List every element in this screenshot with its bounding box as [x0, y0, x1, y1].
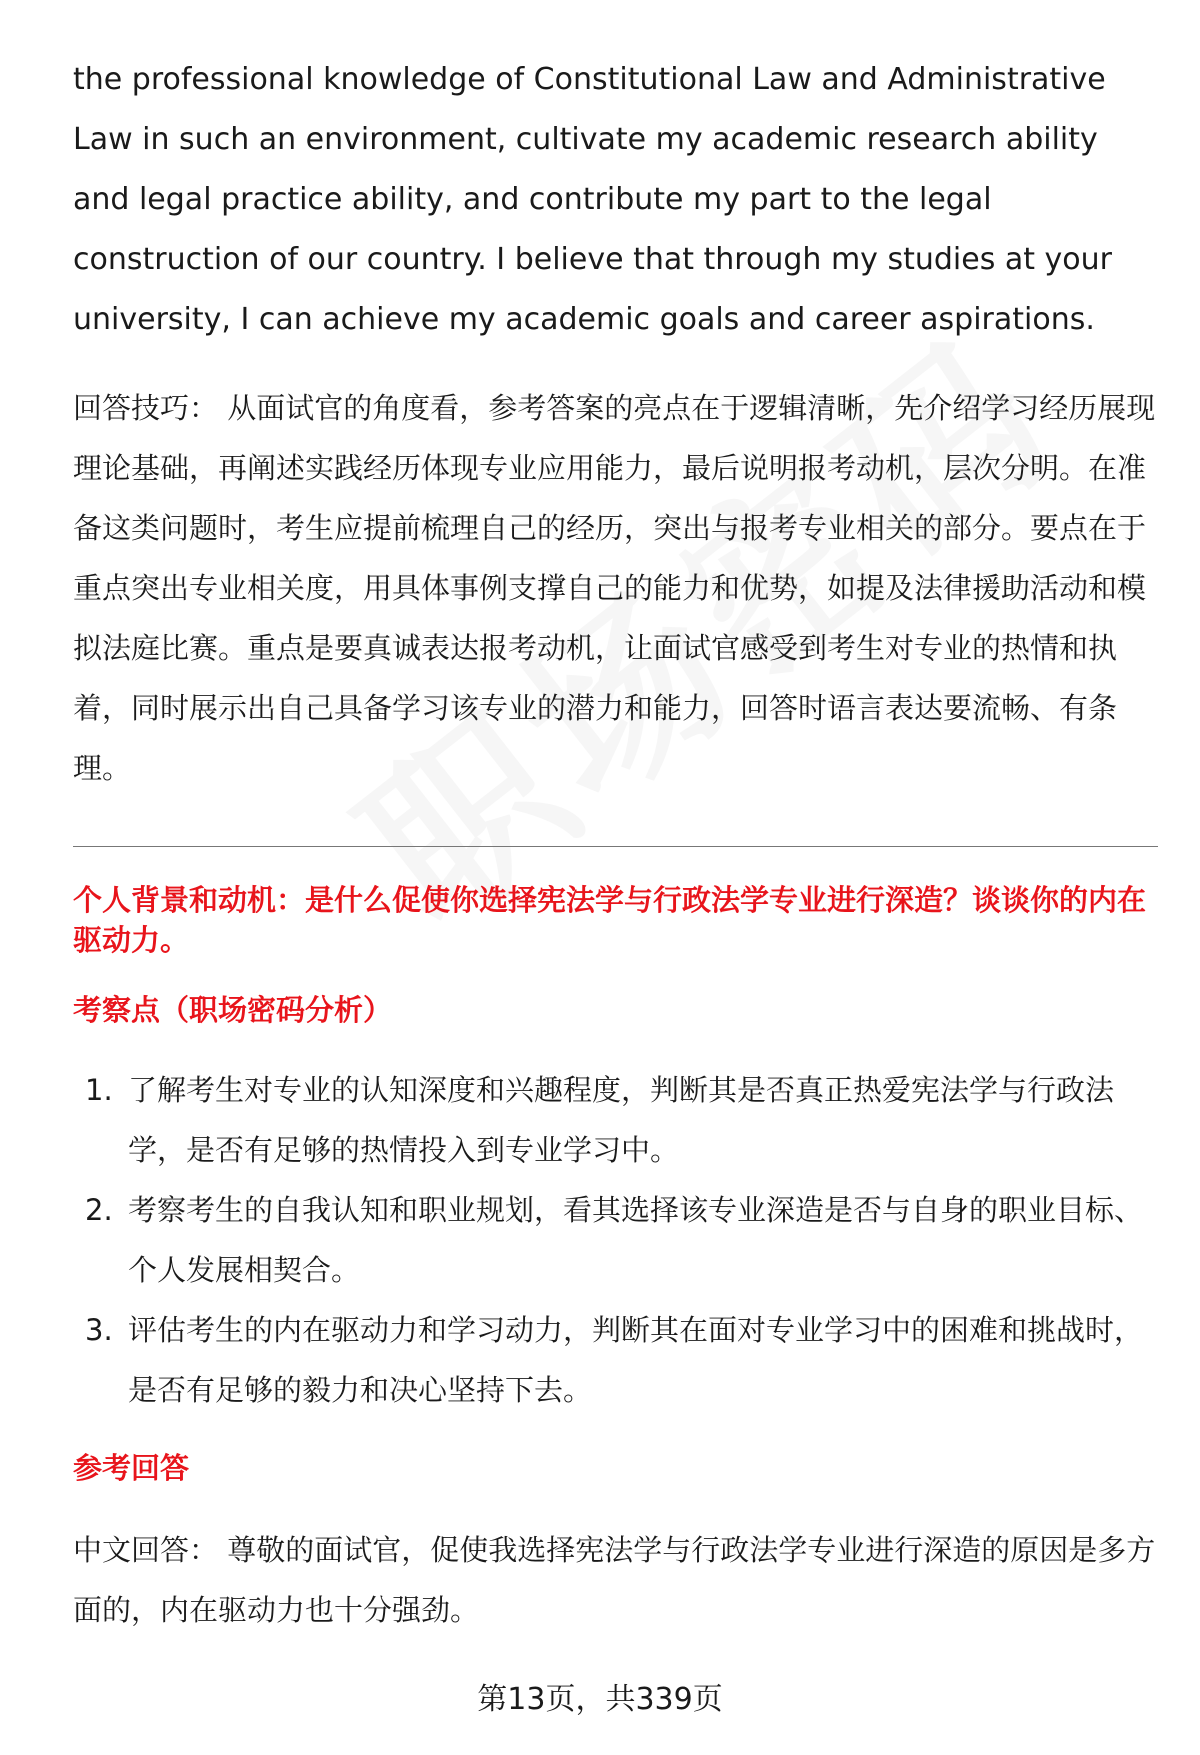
tips-paragraph [73, 378, 1158, 798]
list-item-number: 3. [85, 1313, 113, 1347]
list-item [73, 1300, 1158, 1420]
list-item-number: 2. [85, 1193, 113, 1227]
list-item-text: 考察考生的自我认知和职业规划，看其选择该专业深造是否与自身的职业目标、个人发展相契合。 [128, 1193, 1144, 1287]
answer-text: 尊敬的面试官，促使我选择宪法学与行政法学专业进行深造的原因是多方面的，内在驱动力也十分强劲。 [73, 1533, 1156, 1627]
page-footer: 第13页，共339页 [477, 1682, 723, 1717]
points-heading: 考察点（职场密码分析） [73, 993, 393, 1027]
list-item-text: 评估考生的内在驱动力和学习动力，判断其在面对专业学习中的困难和挑战时，是否有足够的毅力和决心坚持下去。 [128, 1313, 1144, 1407]
answer-label: 中文回答： [73, 1533, 219, 1567]
list-item [73, 1180, 1158, 1300]
answer-heading: 参考回答 [73, 1451, 190, 1485]
points-list [73, 1060, 1158, 1420]
answer-paragraph [73, 1520, 1158, 1640]
tips-label: 回答技巧： [73, 391, 219, 425]
list-item-text: 了解考生对专业的认知深度和兴趣程度，判断其是否真正热爱宪法学与行政法学，是否有足够的热情投入到专业学习中。 [128, 1073, 1115, 1167]
list-item [73, 1060, 1158, 1180]
section-divider [73, 846, 1158, 847]
tips-text: 从面试官的角度看，参考答案的亮点在于逻辑清晰，先介绍学习经历展现理论基础，再阐述实践经历体现专业应用能力，最后说明报考动机，层次分明。在准备这类问题时，考生应提前梳理自己的经历，突出与报考专业相关的部分。要点在于重点突出专业相关度，用具体事例支撑自己的能力和优势，如提及法律援助活动和模拟法庭比赛。重点是要真诚表达报考动机，让面试官感受到考生对专业的热情和执着，同时展示出自己具备学习该专业的潜力和能力，回答时语言表达要流畅、有条理。 [73, 391, 1156, 785]
document-page [73, 0, 1158, 1755]
intro-paragraph: the professional knowledge of Constitutional Law and Administrative Law in such an environment, cultivate my academic research ability and legal practice ability, and contribute my part to the legal construction of our country. I believe that through my studies at your university, I can achieve my academic goals and career aspirations. [73, 62, 1112, 337]
question-heading: 个人背景和动机：是什么促使你选择宪法学与行政法学专业进行深造？谈谈你的内在驱动力。 [73, 883, 1147, 957]
list-item-number: 1. [85, 1073, 113, 1107]
